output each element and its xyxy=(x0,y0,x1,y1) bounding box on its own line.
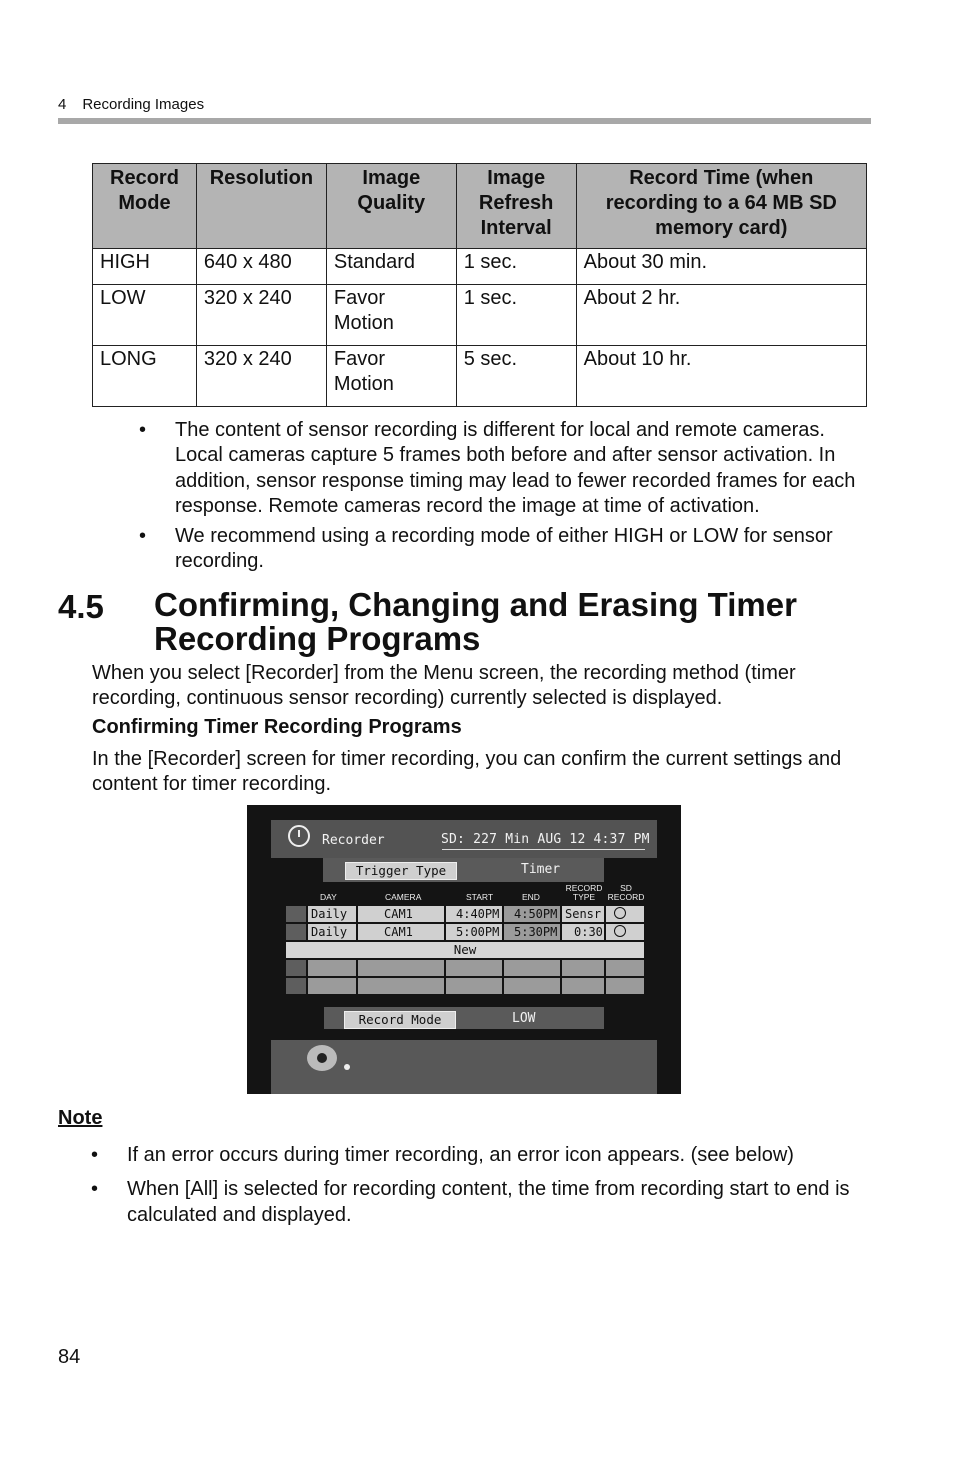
empty-cell xyxy=(606,978,644,994)
empty-cell xyxy=(308,978,356,994)
indicator-dot-icon xyxy=(344,1064,350,1070)
chapter-number: 4 xyxy=(58,96,67,113)
empty-cell xyxy=(446,960,502,976)
record-mode-table xyxy=(92,163,867,407)
cell-sd-record xyxy=(606,924,644,940)
header-rule xyxy=(58,118,871,124)
bullet-icon: • xyxy=(139,525,147,548)
column-header-end: END xyxy=(522,892,540,902)
table-cell: About 10 hr. xyxy=(576,346,866,407)
table-row[interactable] xyxy=(286,978,644,996)
list-item-text: If an error occurs during timer recording, an error icon appears. (see below) xyxy=(127,1144,794,1166)
table-cell: Standard xyxy=(326,249,456,285)
list-item-text: The content of sensor recording is different for local and remote cameras. Local cameras capture 5 frames both before and after sensor activation. In addition, sensor response timing may lead to fewer recorded frames for each response. Remote cameras record the image at time of activation. xyxy=(175,419,856,517)
navigation-pad-icon xyxy=(307,1045,337,1071)
trigger-type-value: Timer xyxy=(521,862,561,877)
cell-day: Daily xyxy=(308,906,356,922)
cell-camera: CAM1 xyxy=(358,906,444,922)
table-header-cell: Image Refresh Interval xyxy=(456,164,576,249)
new-program-button[interactable]: New xyxy=(286,942,644,958)
bullet-list xyxy=(139,418,875,580)
table-cell: 640 x 480 xyxy=(196,249,326,285)
list-item xyxy=(91,1177,875,1228)
empty-cell xyxy=(562,978,604,994)
section-number: 4.5 xyxy=(58,588,104,625)
circle-icon xyxy=(614,925,626,937)
column-header-record-type: RECORD TYPE xyxy=(565,883,603,902)
empty-cell xyxy=(308,960,356,976)
trigger-type-bar xyxy=(323,858,604,882)
intro-paragraph: When you select [Recorder] from the Menu screen, the recording method (timer recording, continuous sensor recording) currently selected is displayed. xyxy=(92,662,796,710)
row-marker xyxy=(286,906,306,922)
page-number: 84 xyxy=(58,1346,81,1368)
column-header-start: START xyxy=(466,892,494,902)
cell-day: Daily xyxy=(308,924,356,940)
list-item xyxy=(91,1143,875,1168)
table-cell: 1 sec. xyxy=(456,249,576,285)
cell-sd-record xyxy=(606,906,644,922)
column-header-camera: CAMERA xyxy=(385,892,422,902)
table-cell: 320 x 240 xyxy=(196,346,326,407)
empty-cell xyxy=(358,978,444,994)
running-head xyxy=(58,96,204,113)
table-cell: 5 sec. xyxy=(456,346,576,407)
subheading: Confirming Timer Recording Programs xyxy=(92,716,462,738)
chapter-title: Recording Images xyxy=(82,96,205,113)
cell-end: 5:30PM xyxy=(504,924,560,940)
cell-record-type: Sensr xyxy=(562,906,604,922)
column-header-day: DAY xyxy=(320,892,337,902)
record-mode-button[interactable]: Record Mode xyxy=(344,1011,456,1029)
table-row[interactable] xyxy=(286,924,644,942)
cell-start: 4:40PM xyxy=(446,906,502,922)
table-row xyxy=(93,285,867,346)
note-list xyxy=(91,1143,875,1237)
record-mode-bar xyxy=(324,1007,604,1029)
section-title: Confirming, Changing and Erasing Timer Recording Programs xyxy=(154,586,797,657)
timer-clock-icon xyxy=(288,825,310,847)
empty-cell xyxy=(562,960,604,976)
body-paragraph: In the [Recorder] screen for timer recording, you can confirm the current settings and content for timer recording. xyxy=(92,748,842,796)
table-row xyxy=(93,249,867,285)
cell-record-type: 0:30 xyxy=(562,924,604,940)
bullet-icon: • xyxy=(91,1144,99,1166)
table-cell: Favor Motion xyxy=(326,285,456,346)
table-cell: 320 x 240 xyxy=(196,285,326,346)
screen-title: Recorder xyxy=(322,833,385,848)
table-header-cell: Record Mode xyxy=(93,164,197,249)
table-header-cell: Resolution xyxy=(196,164,326,249)
empty-cell xyxy=(504,960,560,976)
table-cell: About 30 min. xyxy=(576,249,866,285)
empty-cell xyxy=(606,960,644,976)
record-mode-value: LOW xyxy=(512,1011,536,1026)
cell-start: 5:00PM xyxy=(446,924,502,940)
table-cell: 1 sec. xyxy=(456,285,576,346)
note-heading: Note xyxy=(58,1107,103,1129)
bullet-icon: • xyxy=(91,1178,99,1201)
circle-icon xyxy=(614,907,626,919)
table-cell: LOW xyxy=(93,285,197,346)
row-marker xyxy=(286,924,306,940)
table-row xyxy=(93,346,867,407)
table-cell: LONG xyxy=(93,346,197,407)
empty-cell xyxy=(358,960,444,976)
status-underline xyxy=(442,849,645,850)
row-marker xyxy=(286,960,306,976)
screen-status: SD: 227 Min AUG 12 4:37 PM xyxy=(441,832,650,847)
list-item xyxy=(139,418,875,519)
timer-program-list xyxy=(286,906,644,996)
list-item-text: We recommend using a recording mode of either HIGH or LOW for sensor recording. xyxy=(175,525,833,573)
list-item xyxy=(139,524,875,575)
empty-cell xyxy=(446,978,502,994)
recorder-screenshot xyxy=(247,805,681,1094)
table-row[interactable] xyxy=(286,942,644,960)
row-marker xyxy=(286,978,306,994)
table-header-row xyxy=(93,164,867,249)
cell-end: 4:50PM xyxy=(504,906,560,922)
table-header-cell: Image Quality xyxy=(326,164,456,249)
table-cell: HIGH xyxy=(93,249,197,285)
empty-cell xyxy=(504,978,560,994)
table-header-cell: Record Time (when recording to a 64 MB SD memory card) xyxy=(576,164,866,249)
list-item-text: When [All] is selected for recording content, the time from recording start to end is calculated and displayed. xyxy=(127,1178,850,1226)
trigger-type-button[interactable]: Trigger Type xyxy=(345,862,457,880)
table-cell: Favor Motion xyxy=(326,346,456,407)
column-header-sd-record: SD RECORD xyxy=(607,883,645,902)
table-row[interactable] xyxy=(286,906,644,924)
table-row[interactable] xyxy=(286,960,644,978)
bullet-icon: • xyxy=(139,419,147,441)
cell-camera: CAM1 xyxy=(358,924,444,940)
table-cell: About 2 hr. xyxy=(576,285,866,346)
